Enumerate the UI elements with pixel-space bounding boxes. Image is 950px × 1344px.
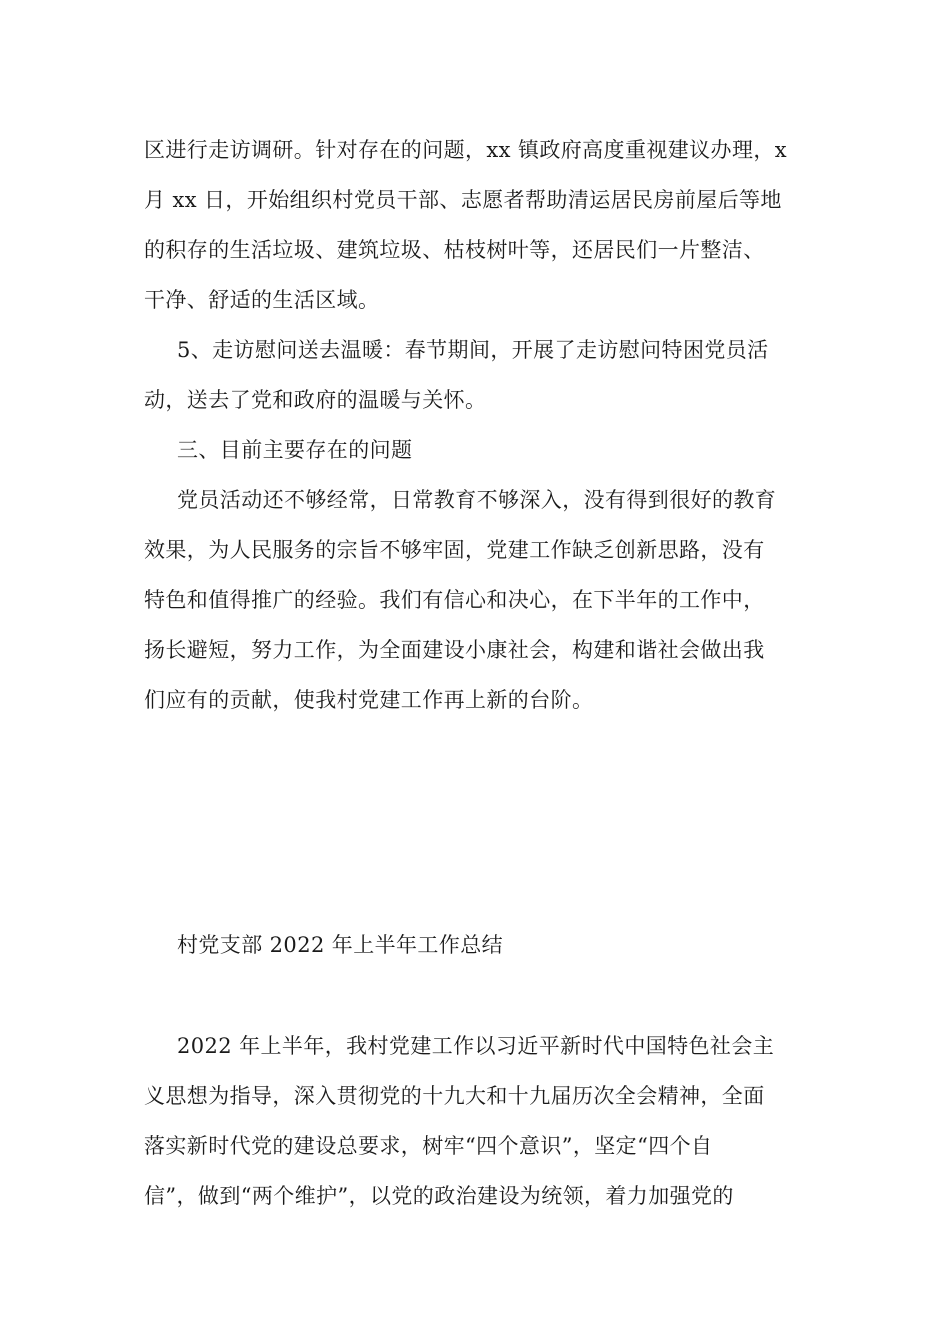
- paragraph-visits: [144, 325, 808, 425]
- text-line: 动，送去了党和政府的温暖与关怀。: [144, 388, 487, 412]
- paragraph-problems: [144, 475, 808, 725]
- text-line: 扬长避短，努力工作，为全面建设小康社会，构建和谐社会做出我: [144, 638, 765, 662]
- text-line: 月 xx 日，开始组织村党员干部、志愿者帮助清运居民房前屋后等地: [144, 188, 782, 212]
- text-line: 效果，为人民服务的宗旨不够牢固，党建工作缺乏创新思路，没有: [144, 538, 765, 562]
- section-heading: 三、目前主要存在的问题: [177, 438, 413, 462]
- section-heading-problems: [144, 425, 808, 475]
- document-title: [144, 920, 808, 970]
- paragraph-rectification: [144, 125, 808, 325]
- text-line: 特色和值得推广的经验。我们有信心和决心，在下半年的工作中，: [144, 588, 765, 612]
- text-line: 区进行走访调研。针对存在的问题，xx 镇政府高度重视建议办理，x: [144, 138, 788, 162]
- text-line: 们应有的贡献，使我村党建工作再上新的台阶。: [144, 688, 594, 712]
- text-line: 2022 年上半年，我村党建工作以习近平新时代中国特色社会主: [177, 1034, 775, 1058]
- page-title: 村党支部 2022 年上半年工作总结: [177, 933, 503, 957]
- text-line: 的积存的生活垃圾、建筑垃圾、枯枝树叶等，还居民们一片整洁、: [144, 238, 765, 262]
- paragraph-intro: [144, 1021, 808, 1221]
- text-line: 义思想为指导，深入贯彻党的十九大和十九届历次全会精神，全面: [144, 1084, 765, 1108]
- text-line: 党员活动还不够经常，日常教育不够深入，没有得到很好的教育: [177, 488, 777, 512]
- text-line: 信”，做到“两个维护”，以党的政治建设为统领，着力加强党的: [144, 1184, 734, 1208]
- text-line: 落实新时代党的建设总要求，树牢“四个意识”，坚定“四个自: [144, 1134, 713, 1158]
- text-line: 5、走访慰问送去温暖：春节期间，开展了走访慰问特困党员活: [177, 338, 769, 362]
- text-line: 干净、舒适的生活区域。: [144, 288, 380, 312]
